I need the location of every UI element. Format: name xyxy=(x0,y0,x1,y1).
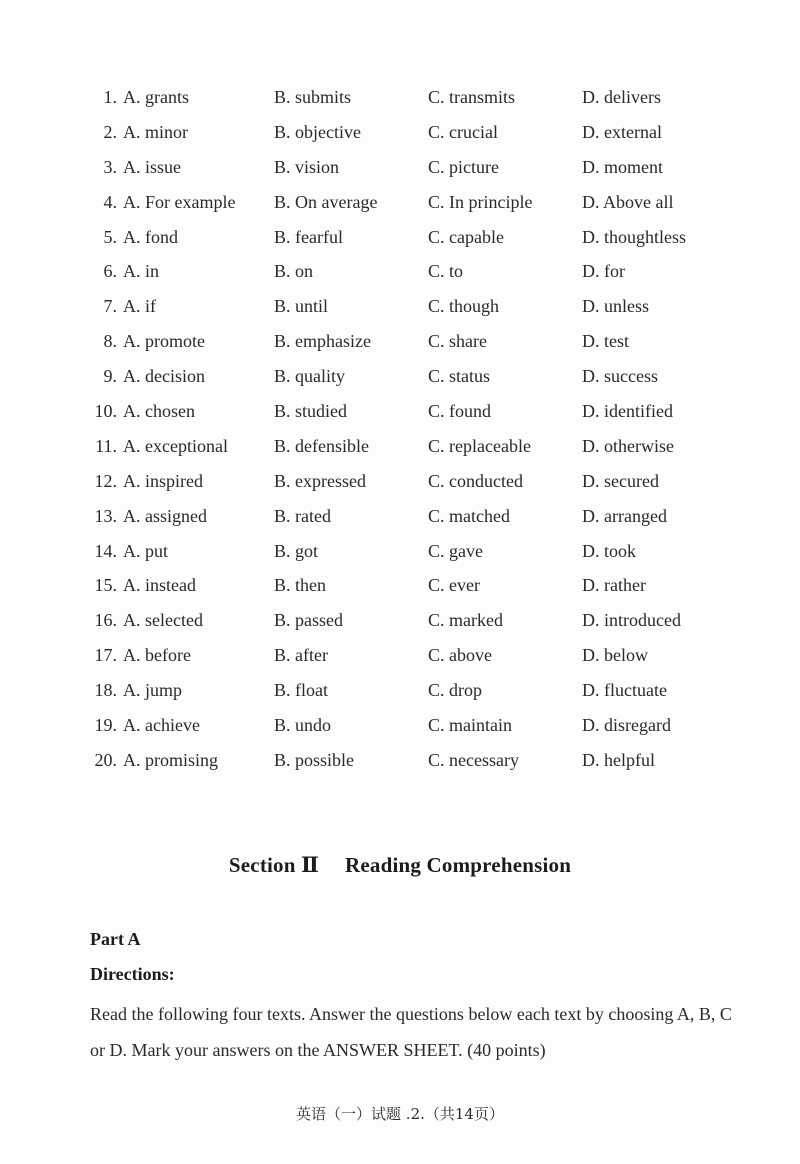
option-b: B. float xyxy=(274,680,328,701)
question-number: 8. xyxy=(103,331,117,352)
question-row xyxy=(80,745,740,780)
option-d: D. secured xyxy=(582,470,659,491)
question-number: 16. xyxy=(94,610,117,631)
option-a: A. For example xyxy=(123,191,236,212)
option-a: A. instead xyxy=(123,575,196,596)
question-number: 2. xyxy=(103,121,117,142)
option-a: A. put xyxy=(123,540,168,561)
question-number: 11. xyxy=(95,435,117,456)
option-b: B. studied xyxy=(274,401,348,422)
question-number: 4. xyxy=(103,191,117,212)
option-b: B. got xyxy=(274,540,319,561)
option-a: A. inspired xyxy=(123,470,203,491)
option-d: D. rather xyxy=(582,575,646,596)
option-a: A. fond xyxy=(123,226,178,247)
option-d: D. unless xyxy=(582,296,649,317)
question-row xyxy=(80,710,740,745)
question-number: 20. xyxy=(94,749,117,770)
option-c: C. necessary xyxy=(428,749,519,770)
question-number: 15. xyxy=(94,575,117,596)
option-d: D. test xyxy=(582,331,629,352)
question-row xyxy=(80,82,740,117)
option-a: A. chosen xyxy=(123,401,195,422)
question-number: 9. xyxy=(103,366,117,387)
option-c: C. picture xyxy=(428,156,499,177)
option-d: D. fluctuate xyxy=(582,680,667,701)
option-c: C. ever xyxy=(428,575,480,596)
question-number: 18. xyxy=(94,680,117,701)
option-b: B. after xyxy=(274,645,328,666)
option-d: D. introduced xyxy=(582,610,681,631)
option-b: B. objective xyxy=(274,121,361,142)
option-c: C. though xyxy=(428,296,500,317)
option-b: B. fearful xyxy=(274,226,343,247)
option-d: D. moment xyxy=(582,156,663,177)
option-list xyxy=(80,82,740,780)
question-number: 13. xyxy=(94,505,117,526)
option-c: C. In principle xyxy=(428,191,533,212)
question-number: 12. xyxy=(94,470,117,491)
option-a: A. jump xyxy=(123,680,183,701)
option-d: D. otherwise xyxy=(582,435,674,456)
option-a: A. achieve xyxy=(123,715,200,736)
option-d: D. identified xyxy=(582,401,673,422)
page-footer: 英语（一）试题 .2.（共14页） xyxy=(296,1105,504,1123)
option-c: C. capable xyxy=(428,226,504,247)
option-a: A. assigned xyxy=(123,505,207,526)
question-number: 17. xyxy=(94,645,117,666)
option-c: C. matched xyxy=(428,505,510,526)
option-d: D. arranged xyxy=(582,505,667,526)
option-c: C. drop xyxy=(428,680,482,701)
option-a: A. if xyxy=(123,296,156,317)
part-label: Part A xyxy=(90,929,141,949)
option-d: D. helpful xyxy=(582,749,655,770)
question-row xyxy=(80,117,740,152)
option-c: C. share xyxy=(428,331,487,352)
option-b: B. expressed xyxy=(274,470,366,491)
option-a: A. selected xyxy=(123,610,203,631)
question-row xyxy=(80,326,740,361)
option-d: D. external xyxy=(582,121,662,142)
option-c: C. transmits xyxy=(428,87,516,107)
question-number: 5. xyxy=(103,226,117,247)
option-a: A. decision xyxy=(123,366,205,387)
option-c: C. marked xyxy=(428,610,503,631)
option-d: D. for xyxy=(582,261,625,282)
directions-label: Directions: xyxy=(90,964,175,984)
question-row xyxy=(80,431,740,466)
option-d: D. below xyxy=(582,645,648,666)
question-row xyxy=(80,501,740,536)
option-a: A. promising xyxy=(123,749,219,770)
question-row xyxy=(80,640,740,675)
option-c: C. maintain xyxy=(428,715,512,736)
question-row xyxy=(80,361,740,396)
question-row xyxy=(80,256,740,291)
option-c: C. replaceable xyxy=(428,435,531,456)
option-c: C. found xyxy=(428,401,491,422)
question-number: 14. xyxy=(94,540,117,561)
option-d: D. disregard xyxy=(582,715,671,736)
question-row xyxy=(80,187,740,222)
option-c: C. conducted xyxy=(428,470,523,491)
question-row xyxy=(80,466,740,501)
option-b: B. possible xyxy=(274,749,355,770)
option-d: D. success xyxy=(582,366,658,387)
option-c: C. to xyxy=(428,261,464,282)
option-a: A. before xyxy=(123,645,191,666)
question-row xyxy=(80,675,740,710)
option-c: C. crucial xyxy=(428,121,498,142)
option-b: B. defensible xyxy=(274,435,369,456)
option-c: C. above xyxy=(428,645,492,666)
question-row xyxy=(80,291,740,326)
option-b: B. undo xyxy=(274,715,332,736)
question-row xyxy=(80,605,740,640)
option-c: C. gave xyxy=(428,540,483,561)
option-b: B. emphasize xyxy=(274,331,371,352)
section-title xyxy=(0,852,800,878)
option-b: B. on xyxy=(274,261,314,282)
option-a: A. grants xyxy=(123,87,189,107)
section-name: Reading Comprehension xyxy=(344,853,572,877)
option-c: C. status xyxy=(428,366,491,387)
option-b: B. vision xyxy=(274,156,340,177)
option-a: A. exceptional xyxy=(123,435,228,456)
question-row xyxy=(80,222,740,257)
question-number: 1. xyxy=(103,87,117,107)
option-b: B. rated xyxy=(274,505,331,526)
question-number: 7. xyxy=(103,296,117,317)
option-b: B. quality xyxy=(274,366,345,387)
option-a: A. issue xyxy=(123,156,181,177)
question-row xyxy=(80,396,740,431)
question-row xyxy=(80,152,740,187)
option-a: A. promote xyxy=(123,331,205,352)
option-b: B. until xyxy=(274,296,329,317)
directions-text: Read the following four texts. Answer the questions below each text by choosing A, B, C or D. Mark your answers on the ANSWER SHEET. (40 points) xyxy=(90,1004,732,1060)
option-b: B. On average xyxy=(274,191,378,212)
option-b: B. passed xyxy=(274,610,343,631)
option-d: D. thoughtless xyxy=(582,226,687,247)
question-row xyxy=(80,536,740,571)
question-number: 6. xyxy=(103,261,117,282)
option-d: D. took xyxy=(582,540,636,561)
question-number: 10. xyxy=(94,401,117,422)
option-a: A. minor xyxy=(123,121,188,142)
option-d: D. Above all xyxy=(582,191,674,212)
question-number: 19. xyxy=(94,715,117,736)
option-b: B. then xyxy=(274,575,326,596)
option-b: B. submits xyxy=(274,87,352,107)
section-number: Section Ⅱ xyxy=(228,853,319,877)
option-a: A. in xyxy=(123,261,159,282)
question-row xyxy=(80,570,740,605)
question-number: 3. xyxy=(103,156,117,177)
option-d: D. delivers xyxy=(582,87,661,107)
